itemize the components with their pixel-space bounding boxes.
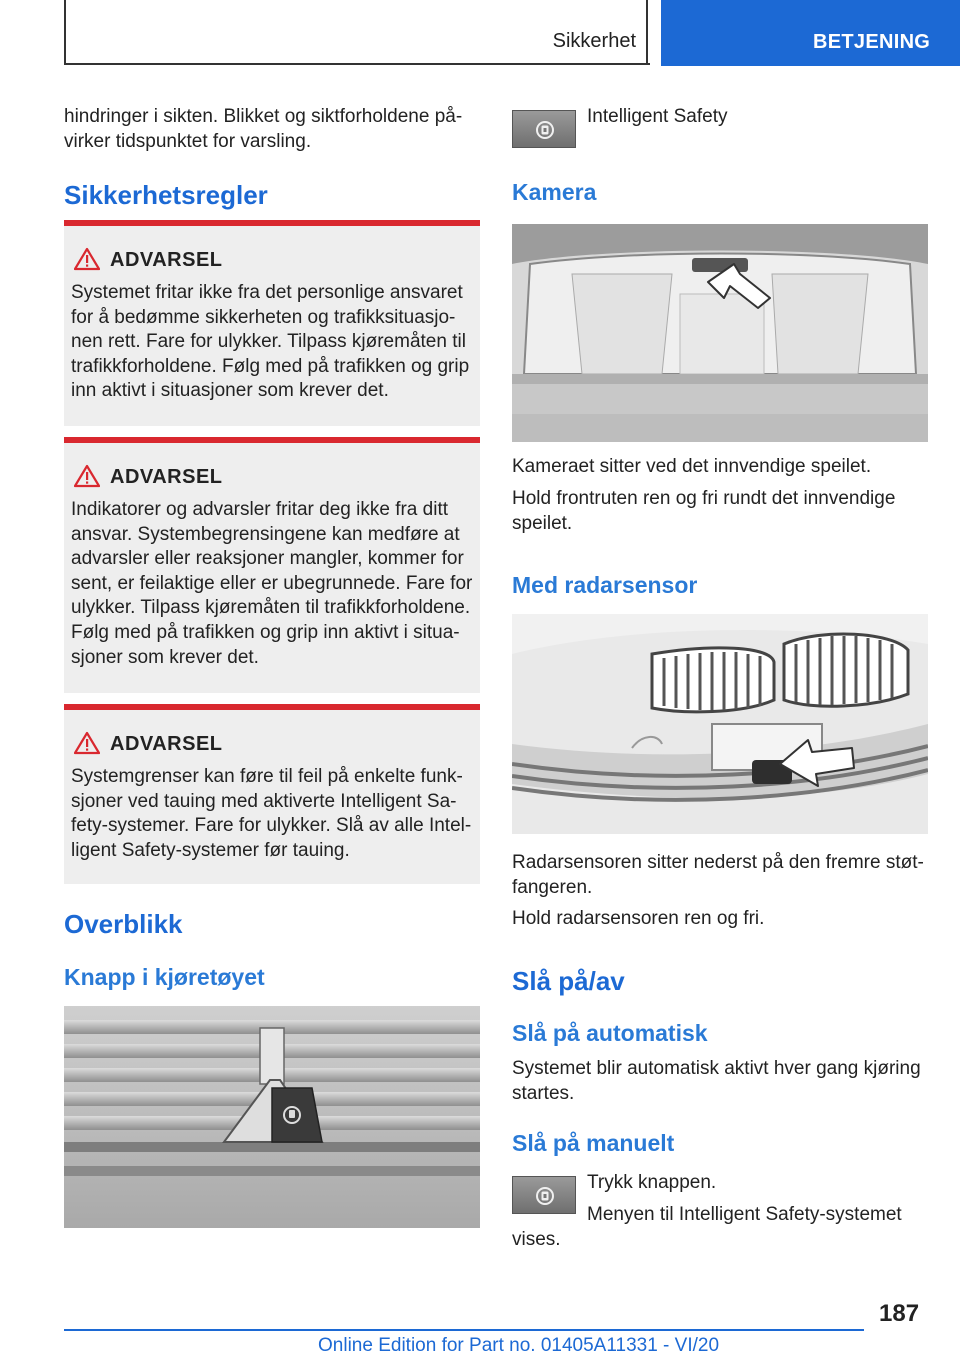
- warning-text: Systemgrenser kan føre til feil på enkelte funk-sjoner ved tauing med aktiverte Intelligent Sa-fety-systemer. Fare for ulykker. Slå av alle Intel-ligent Safety-systemer før tauing.: [71, 766, 472, 861]
- menu-shown-text: Menyen til Intelligent Safety-systemet vises.: [512, 1204, 902, 1250]
- press-button-text: Trykk knappen.: [587, 1172, 717, 1193]
- header-rule: [64, 63, 650, 65]
- button-panel-photo: [64, 1006, 480, 1228]
- heading-button-in-vehicle: Knapp i kjøretøyet: [64, 964, 265, 990]
- section-title: Sikkerhet: [552, 30, 636, 52]
- heading-auto-on: Slå på automatisk: [512, 1020, 708, 1046]
- warning-title: ADVARSEL: [110, 466, 223, 488]
- warning-title: ADVARSEL: [110, 733, 223, 755]
- footer-rule: [64, 1329, 864, 1331]
- warning-triangle-icon: [74, 731, 100, 755]
- chapter-title: BETJENING: [813, 31, 931, 53]
- camera-photo: [512, 224, 928, 442]
- auto-on-text: Systemet blir automatisk aktivt hver gang kjøring startes.: [512, 1058, 921, 1104]
- warning-triangle-icon: [74, 464, 100, 488]
- radar-clean-text: Hold radarsensoren ren og fri.: [512, 908, 765, 929]
- camera-location-text: Kameraet sitter ved det innvendige speilet.: [512, 456, 872, 477]
- warning-box-2: [64, 437, 480, 693]
- warning-text: Indikatorer og advarsler fritar deg ikke fra ditt ansvar. Systembegrensingene kan medføre at advarsler eller reaksjoner mangler, kommer for sent, er feilaktige eller er ubegrunnede. Fare for ulykker. Tilpass kjøremåten til trafikkforholdene. Følg med på trafikken og grip inn aktivt i situa-sjoner som krever det.: [71, 499, 473, 668]
- radar-location-text: Radarsensoren sitter nederst på den fremre støt-fangeren.: [512, 852, 924, 898]
- intelligent-safety-button-image: [512, 110, 576, 148]
- heading-on-off: Slå på/av: [512, 966, 625, 996]
- radar-sensor-photo: [512, 614, 928, 834]
- warning-box-3: [64, 704, 480, 884]
- edition-text: Online Edition for Part no. 01405A11331 - VI/20: [318, 1335, 720, 1356]
- chapter-tab: [661, 0, 960, 66]
- warning-box-1: [64, 220, 480, 426]
- warning-text: Systemet fritar ikke fra det personlige ansvaret for å bedømme sikkerheten og trafikksituasjo-nen rett. Fare for ulykker. Tilpass kjøremåten til trafikkforholdene. Følg med på trafikken og grip inn aktivt i situasjoner som krever det.: [71, 282, 470, 402]
- heading-manual-on: Slå på manuelt: [512, 1130, 675, 1156]
- button-label: Intelligent Safety: [587, 106, 728, 127]
- heading-camera: Kamera: [512, 179, 597, 205]
- warning-title: ADVARSEL: [110, 249, 223, 271]
- page-number: 187: [879, 1300, 920, 1327]
- intro-text: hindringer i sikten. Blikket og siktforholdene på-virker tidspunktet for varsling.: [64, 106, 463, 152]
- heading-overview: Overblikk: [64, 909, 183, 939]
- camera-clean-text: Hold frontruten ren og fri rundt det innvendige speilet.: [512, 488, 896, 534]
- warning-triangle-icon: [74, 247, 100, 271]
- heading-safety-rules: Sikkerhetsregler: [64, 180, 268, 210]
- heading-radar-sensor: Med radarsensor: [512, 572, 698, 598]
- intelligent-safety-icon: [535, 120, 555, 140]
